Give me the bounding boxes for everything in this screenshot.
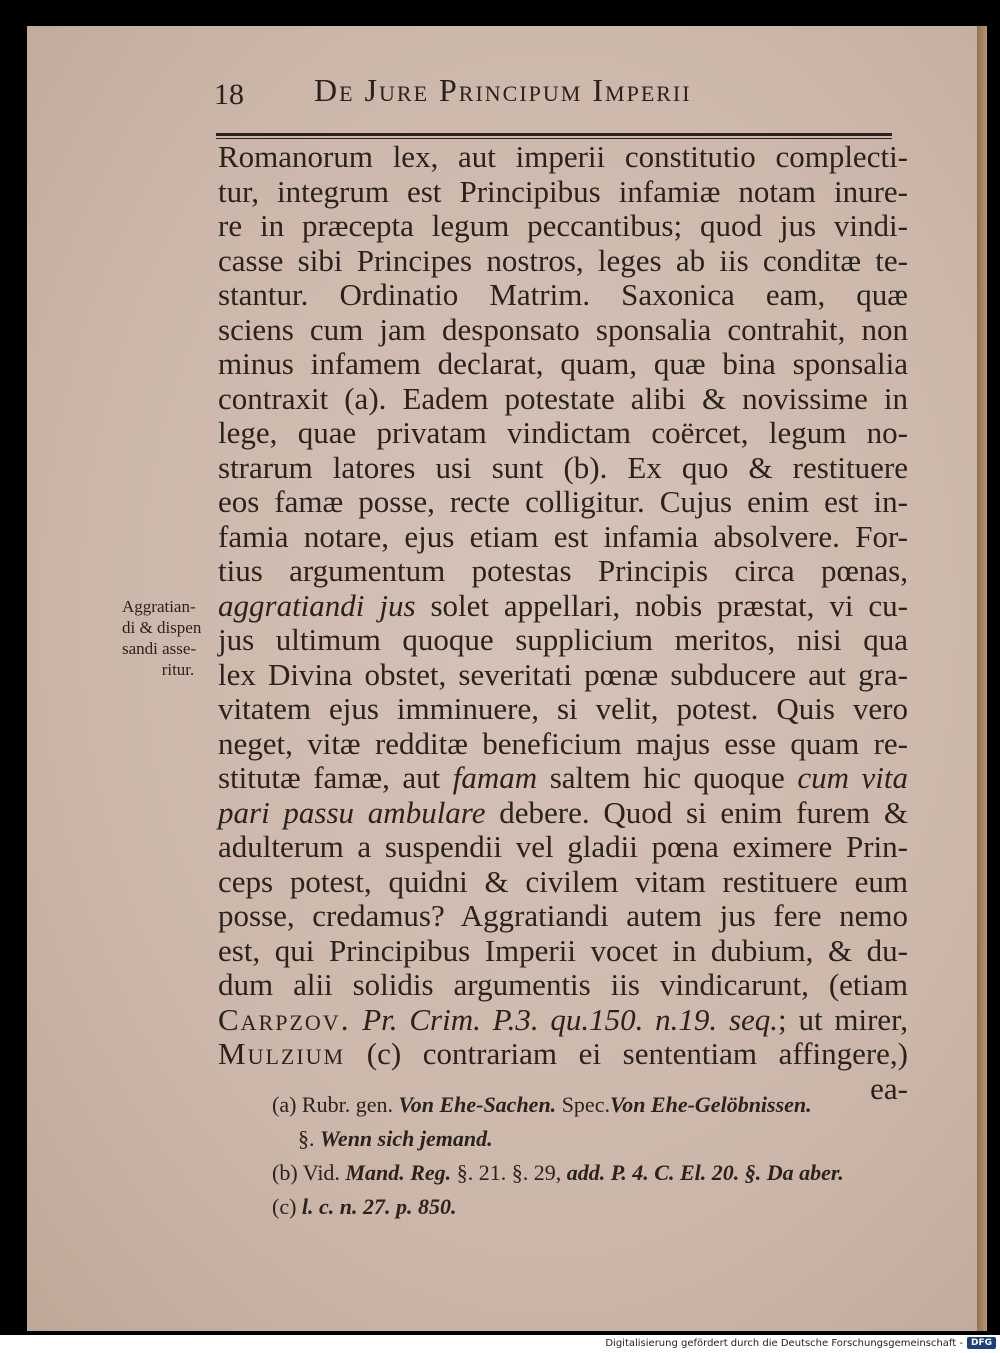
footnote-c [272,1190,952,1224]
running-head: De Jure Principum Imperii [314,72,692,108]
footnote-mark: (a) Rubr. gen. [272,1092,399,1117]
footnote-italic: Wenn sich jemand. [320,1126,493,1151]
footnote-text: Spec. [556,1092,610,1117]
footnote-mark: (c) [272,1194,302,1219]
body-line [218,589,908,624]
body-line: stantur. Ordinatio Matrim. Saxonica eam, quæ [218,277,908,312]
footnote-italic: Mand. Reg. [345,1160,452,1185]
body-text [218,140,908,1106]
text-run: debere. Quod si enim furem & [485,794,909,830]
body-line: casse sibi Principes nostros, leges ab iis conditæ te- [218,242,908,278]
page-number: 18 [214,78,244,111]
footnote-italic: Von Ehe-Gelöbnissen. [609,1092,812,1117]
dfg-logo-icon: DFG [967,1337,996,1349]
text-run: solet appellari, nobis præstat, vi cu- [415,587,908,623]
text-run: stitutæ famæ, aut [218,760,453,795]
text-run: ; ut mirer, [778,1001,908,1037]
body-line: minus infamem declarat, quam, quæ bina sponsalia [218,346,908,381]
body-line: est, qui Principibus Imperii vocet in dubium, & du- [218,932,908,968]
body-line: famia notare, ejus etiam est infamia absolvere. For- [218,518,908,554]
footnote-mark: (b) Vid. [272,1160,346,1185]
body-line [218,1037,908,1072]
body-line: sciens cum jam desponsato sponsalia contrahit, non [218,311,908,347]
italic-phrase: famam [452,760,538,795]
body-line [218,1003,908,1038]
marginal-line: ritur. [161,660,195,679]
footnote-text: §. [298,1126,320,1151]
italic-phrase: cum vita [797,760,909,795]
footnote-b [272,1156,952,1190]
footnote-italic: add. P. 4. C. El. 20. §. Da aber. [566,1160,844,1185]
header-rule [216,133,892,136]
marginal-line: di & dispen [122,618,202,637]
text-run: (c) contrariam ei sententiam affingere,) [345,1036,908,1071]
footnotes [272,1088,952,1224]
body-line: tur, integrum est Principibus infamiæ notam inure- [218,173,908,209]
marginal-note [122,596,234,680]
footnote-a-cont [272,1122,952,1156]
body-line: lex Divina obstet, severitati pœnæ subducere aut gra- [218,656,908,692]
marginal-line: Aggratian- [122,597,196,616]
marginal-line: sandi asse- [122,639,197,658]
italic-phrase: aggratiandi jus [218,587,416,623]
body-line: Romanorum lex, aut imperii constitutio complecti- [218,139,908,174]
body-line: re in præcepta legum peccantibus; quod jus vindi- [218,208,908,243]
body-line: eos famæ posse, recte colligitur. Cujus enim est in- [218,484,908,519]
author-name: Mulzium [218,1036,346,1071]
body-line: jus ultimum quoque supplicium meritos, nisi qua [218,622,908,657]
page-edge [977,26,987,1331]
body-line [218,796,908,831]
text-run: saltem hic quoque [537,760,798,795]
body-line: adulterum a suspendii vel gladii pœna eximere Prin- [218,829,908,864]
footnote-text: §. 21. §. 29, [451,1160,567,1185]
footnote-italic: Von Ehe-Sachen. [398,1092,557,1117]
body-line: vitatem ejus imminuere, si velit, potest. Quis vero [218,691,908,726]
body-line: contraxit (a). Eadem potestate alibi & novissime in [218,380,908,416]
body-line: ceps potest, quidni & civilem vitam restituere eum [218,863,908,899]
credit-text: Digitalisierung gefördert durch die Deutsche Forschungsgemeinschaft - [605,1337,963,1349]
catchword: ea- [870,1070,908,1106]
body-line: neget, vitæ redditæ beneficium majus esse quam re- [218,725,908,761]
digitization-credit [605,1337,996,1349]
author-name: Carpzov. [218,1001,351,1037]
footnote-italic: l. c. n. 27. p. 850. [301,1194,457,1219]
body-line [218,761,908,796]
body-line: tius argumentum potestas Principis circa pœnas, [218,553,908,588]
body-line: lege, quae privatam vindictam coërcet, legum no- [218,415,908,450]
body-line: posse, credamus? Aggratiandi autem jus fere nemo [218,898,908,933]
italic-phrase: pari passu ambulare [218,794,486,830]
citation: Pr. Crim. P.3. qu.150. n.19. seq. [350,1001,779,1037]
body-line: strarum latores usi sunt (b). Ex quo & restituere [218,449,908,485]
footnote-a [272,1088,952,1122]
body-line: dum alii solidis argumentis iis vindicarunt, (etiam [218,967,908,1002]
